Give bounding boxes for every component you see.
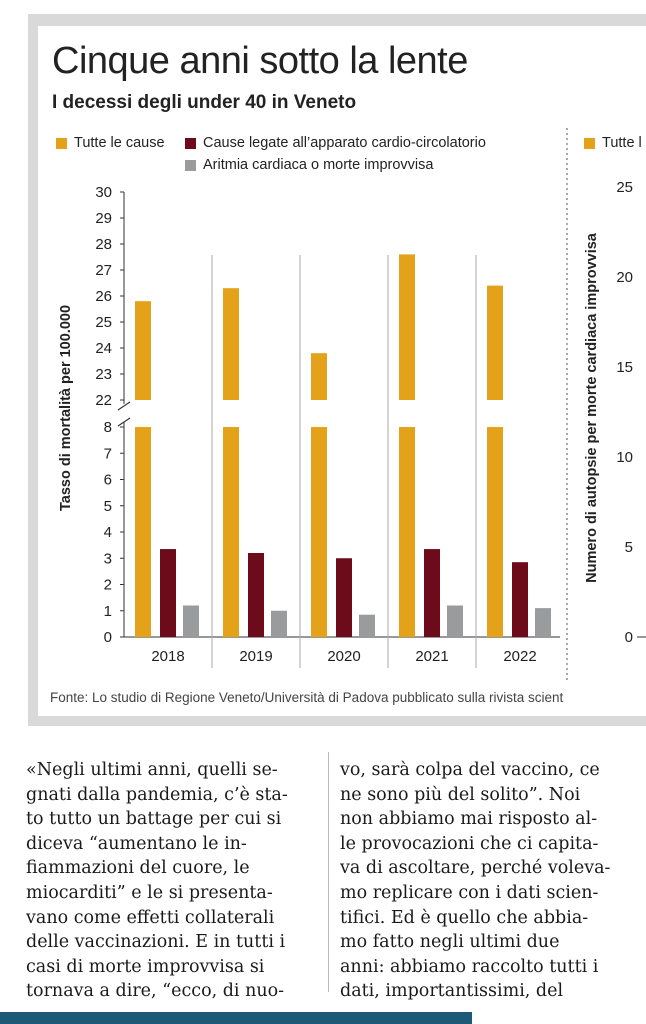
y-tick-label: 7 [103,445,112,463]
chart-subtitle: I decessi degli under 40 in Veneto [52,92,357,113]
y-tick-label: 25 [95,314,112,331]
article-line: anni: abbiamo raccolto tutti i [340,956,599,977]
right-y-tick-label: 10 [616,449,633,466]
y-tick-label: 28 [95,236,112,253]
y-tick-label: 27 [95,262,112,279]
x-tick-label: 2020 [327,648,361,665]
y-axis-label: Tasso di mortalità per 100.000 [58,304,74,512]
bar [424,549,440,637]
x-tick-label: 2022 [503,648,537,665]
article-line: mo fatto negli ultimi due [340,932,560,953]
article-line: diceva “aumentano le in- [26,833,247,854]
article-line: fiammazioni del cuore, le [26,858,250,879]
bar [359,615,375,637]
y-tick-label: 0 [103,629,112,646]
article-line: ne sono più del solito”. Noi [340,784,581,805]
column-divider [328,752,329,992]
y-tick-label: 2 [103,576,112,594]
bar-tutte-le-cause-lower [223,427,239,637]
bar [248,553,264,637]
y-tick-label: 30 [95,184,112,201]
bar-tutte-le-cause-upper [399,254,415,400]
chart-title: Cinque anni sotto la lente [52,40,468,82]
y-tick-label: 6 [103,471,112,489]
article-line: tifici. Ed è quello che abbia- [340,907,589,928]
bar-tutte-le-cause-lower [135,427,151,637]
bottom-bar [0,1012,472,1024]
article-line: casi di morte improvvisa si [26,956,265,977]
right-y-tick-label: 25 [616,179,633,196]
right-y-axis-label: Numero di autopsie per morte cardiaca improvvisa [584,233,600,583]
article-line: «Negli ultimi anni, quelli se- [26,760,278,780]
article-line: to tutto un battage per cui si [26,809,282,830]
bar-tutte-le-cause-upper [311,353,327,400]
bar [271,611,287,637]
y-tick-label: 8 [103,419,112,436]
y-tick-label: 26 [95,288,112,305]
article-line: tornava a dire, “ecco, di nuo- [26,981,285,1002]
article-line: le provocazioni che ci capita- [340,833,599,854]
article-line: miocarditi” e le si presenta- [26,883,273,903]
article-line: va di ascoltare, perché voleva- [340,858,611,879]
bar [183,606,199,638]
bar-tutte-le-cause-upper [223,288,239,400]
bar-tutte-le-cause-upper [135,301,151,400]
y-tick-label: 23 [95,366,112,383]
bar [336,558,352,637]
y-tick-label: 3 [103,550,112,568]
right-y-tick-label: 20 [616,269,633,286]
article-line: non abbiamo mai risposto al- [340,809,598,830]
article-line: mo replicare con i dati scien- [340,883,599,903]
x-tick-label: 2021 [415,648,449,665]
bar-tutte-le-cause-lower [311,427,327,637]
x-tick-label: 2018 [151,648,185,665]
article-line: vo, sarà colpa del vaccino, ce [340,760,600,780]
legend-label: Cause legate all’apparato cardio-circolatorio [203,135,486,151]
bar [535,608,551,637]
y-tick-label: 22 [95,392,112,409]
y-tick-label: 4 [103,524,112,541]
right-y-tick-label: 15 [616,359,633,376]
bar [160,549,176,637]
y-tick-label: 1 [103,602,112,620]
right-y-tick-label: 5 [624,539,633,556]
y-tick-label: 5 [103,497,112,515]
bar-tutte-le-cause-lower [399,427,415,637]
legend-label: Aritmia cardiaca o morte improvvisa [203,157,434,173]
legend-label: Tutte le cause [74,135,165,151]
article-line: dati, importantissimi, del [340,981,564,1002]
source-note: Fonte: Lo studio di Regione Veneto/Università di Padova pubblicato sulla rivista scient [50,690,564,705]
legend-label: Tutte l [602,135,642,151]
article-line: gnati dalla pandemia, c’è sta- [26,784,288,805]
article-line: delle vaccinazioni. E in tutti i [26,932,286,953]
bar [512,562,528,637]
x-tick-label: 2019 [239,648,273,665]
y-tick-label: 24 [95,340,112,357]
right-y-tick-label: 0 [624,629,633,646]
bar [447,606,463,638]
bar-tutte-le-cause-lower [487,427,503,637]
y-tick-label: 29 [95,210,112,227]
bar-tutte-le-cause-upper [487,286,503,400]
article-line: vano come effetti collaterali [26,907,275,928]
